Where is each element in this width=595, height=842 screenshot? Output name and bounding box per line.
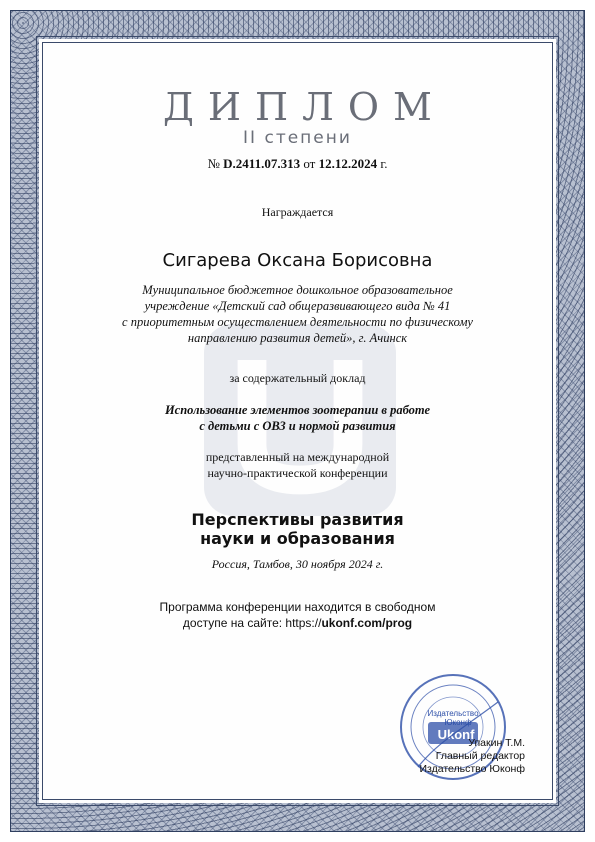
report-title-line: Использование элементов зоотерапии в работе: [164, 403, 431, 417]
report-title-line: с детьми с ОВЗ и нормой развития: [199, 419, 396, 433]
program-url-link[interactable]: ukonf.com/prog: [321, 616, 413, 630]
signer-role: Главный редактор: [435, 750, 525, 762]
number-mid: от: [303, 156, 316, 171]
diploma-title: ДИПЛОМ: [163, 85, 446, 129]
conference-title-line: Перспективы развития: [191, 510, 404, 529]
recipient-name: Сигарева Оксана Борисовна: [162, 250, 433, 271]
program-url-prefix: доступе на сайте: https://: [182, 616, 322, 630]
diploma-degree: II степени: [243, 128, 352, 148]
organization-line: Муниципальное бюджетное дошкольное образовательное: [142, 283, 453, 297]
program-line2: [0, 616, 595, 630]
presented-line: научно-практической конференции: [207, 466, 388, 480]
organization-line: направлению развития детей», г. Ачинск: [187, 331, 408, 345]
organization-line: учреждение «Детский сад общеразвивающего вида № 41: [144, 299, 451, 313]
conference-title-line: науки и образования: [200, 529, 395, 548]
number-suffix: г.: [380, 156, 388, 171]
stamp-text-top: Издательство: [427, 709, 479, 718]
number-prefix: №: [207, 156, 220, 171]
signer-name: Упакин Т.М.: [468, 737, 525, 749]
stamp-brand: Ukonf: [437, 727, 475, 742]
awarded-label: Награждается: [261, 205, 334, 219]
diploma-number: [0, 156, 595, 172]
program-line1: Программа конференции находится в свободном: [159, 600, 436, 614]
presented-line: представленный на международной: [205, 450, 390, 464]
place-date: Россия, Тамбов, 30 ноября 2024 г.: [211, 557, 384, 571]
for-label: за содержательный доклад: [229, 371, 366, 385]
signer-org: Издательство Юконф: [419, 763, 525, 775]
number-date: 12.12.2024: [318, 156, 378, 171]
stamp-text-mid: Юконф: [444, 718, 472, 727]
organization-line: с приоритетным осуществлением деятельности по физическому: [122, 315, 473, 329]
number-value: D.2411.07.313: [223, 156, 301, 171]
